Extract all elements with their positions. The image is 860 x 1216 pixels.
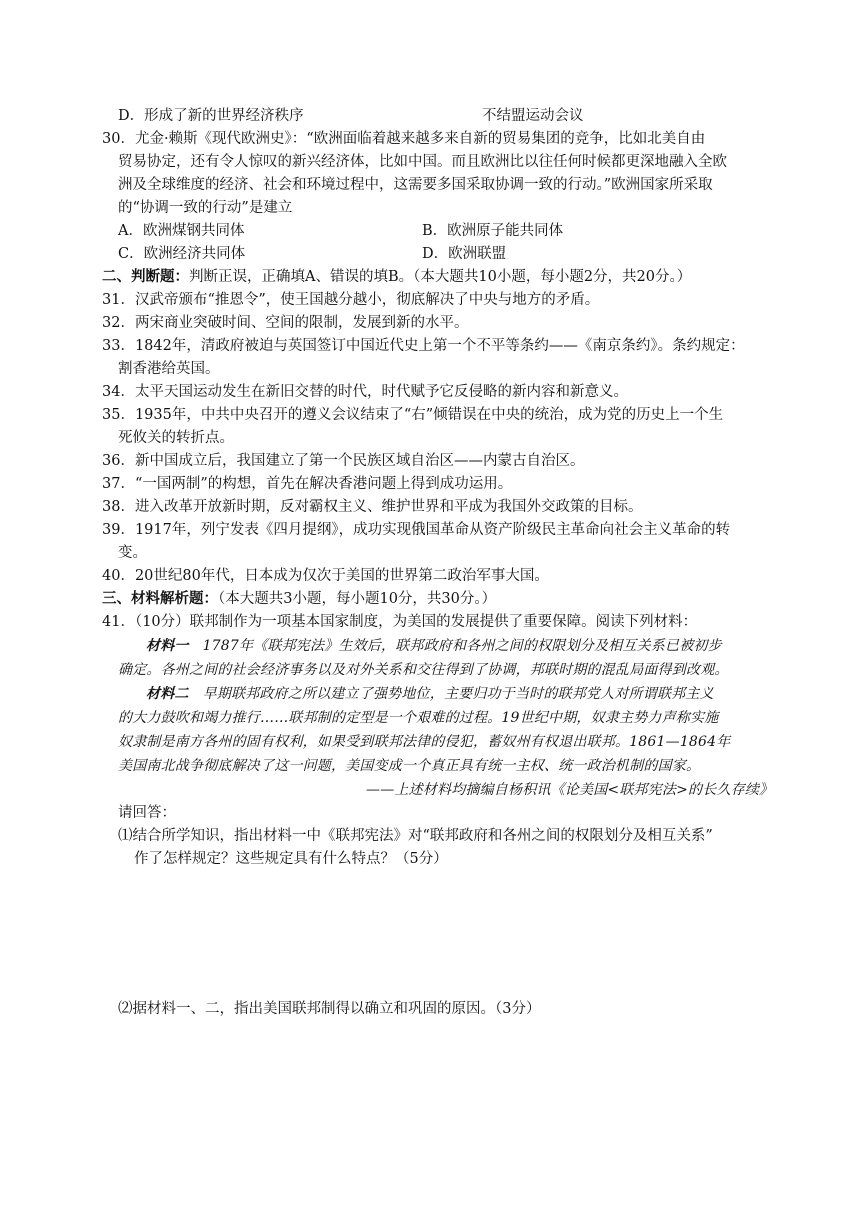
q33-line-2: 割香港给英国。 [118, 361, 220, 377]
section2-heading: 二、判断题： [102, 268, 189, 285]
q39-line-2: 变。 [118, 545, 147, 561]
q30-option-d: D．欧洲联盟 [422, 246, 507, 262]
q41-sub1-line-2: 作了怎样规定？这些规定具有什么特点？（5分） [134, 851, 448, 867]
q29-option-d-right: 不结盟运动会议 [482, 108, 584, 124]
q30-stem-line-3: 洲及全球维度的经济、社会和环境过程中，这需要多国采取协调一致的行动。”欧洲国家所采取 [118, 177, 713, 193]
q38: 38．进入改革开放新时期，反对霸权主义、维护世界和平成为我国外交政策的目标。 [102, 499, 643, 515]
q30-stem-line-4: 的“协调一致的行动”是建立 [118, 200, 293, 216]
q30-stem-line-1: 30．尤金·赖斯《现代欧洲史》：“欧洲面临着越来越多来自新的贸易集团的竞争，比如北美自由 [102, 131, 706, 147]
q40: 40．20世纪80年代，日本成为仅次于美国的世界第二政治军事大国。 [102, 568, 549, 584]
q37: 37．“一国两制”的构想，首先在解决香港问题上得到成功运用。 [102, 476, 513, 492]
q41-prompt: 请回答： [118, 805, 176, 821]
q41-material-2-line-1 [146, 684, 714, 704]
q36: 36．新中国成立后，我国建立了第一个民族区域自治区——内蒙古自治区。 [102, 453, 585, 469]
q35-line-1: 35．1935年，中共中央召开的遵义会议结束了“右”倾错误在中央的统治，成为党的历史上一个生 [102, 407, 724, 423]
q29-option-d: D．形成了新的世界经济秩序 [118, 108, 304, 124]
section3-desc: （本大题共3小题，每小题10分，共30分。） [218, 591, 497, 607]
section2-desc: 判断正误，正确填A、错误的填B。（本大题共10小题，每小题2分，共20分。） [189, 269, 692, 285]
q31: 31．汉武帝颁布“推恩令”，使王国越分越小，彻底解决了中央与地方的矛盾。 [102, 292, 600, 308]
q30-stem-line-2: 贸易协定，还有令人惊叹的新兴经济体，比如中国。而且欧洲比以往任何时候都更深地融入全欧 [118, 154, 727, 170]
q41-material-1-line-2: 确定。各州之间的社会经济事务以及对外关系和交往得到了协调，邦联时期的混乱局面得到改观。 [118, 662, 729, 678]
q33-line-1: 33．1842年，清政府被迫与英国签订中国近代史上第一个不平等条约——《南京条约》。条约规定： [102, 338, 745, 354]
q30-option-a: A．欧洲煤钢共同体 [118, 223, 245, 239]
q35-line-2: 死攸关的转折点。 [118, 430, 234, 446]
q41-material-1-line-1 [146, 636, 722, 656]
q34: 34．太平天国运动发生在新旧交替的时代，时代赋予它反侵略的新内容和新意义。 [102, 384, 628, 400]
material-2-label: 材料二 [146, 686, 189, 702]
q41-source: ——上述材料均摘编自杨积讯《论美国<联邦宪法>的长久存续》 [366, 782, 774, 798]
q39-line-1: 39．1917年，列宁发表《四月提纲》，成功实现俄国革命从资产阶级民主革命向社会主义革命的转 [102, 522, 731, 538]
q30-option-b: B．欧洲原子能共同体 [422, 223, 564, 239]
material-2-text-1: 早期联邦政府之所以建立了强势地位，主要归功于当时的联邦党人对所谓联邦主义 [202, 686, 714, 702]
section2-header [102, 267, 691, 287]
q32: 32．两宋商业突破时间、空间的限制，发展到新的水平。 [102, 315, 469, 331]
q41-intro: 41．（10分）联邦制作为一项基本国家制度，为美国的发展提供了重要保障。阅读下列材料： [102, 614, 698, 630]
q41-material-2-line-2: 的大力鼓吹和竭力推行……联邦制的定型是一个艰难的过程。19世纪中期，奴隶主势力声称实施 [118, 710, 719, 726]
q30-option-c: C．欧洲经济共同体 [118, 246, 246, 262]
section3-header [102, 589, 496, 609]
material-1-label: 材料一 [146, 638, 189, 654]
q41-material-2-line-3: 奴隶制是南方各州的固有权利，如果受到联邦法律的侵犯，蓄奴州有权退出联邦。1861—1864年 [118, 734, 731, 750]
material-1-text-1: 1787年《联邦宪法》生效后，联邦政府和各州之间的权限划分及相互关系已被初步 [202, 638, 722, 654]
q41-material-2-line-4: 美国南北战争彻底解决了这一问题，美国变成一个真正具有统一主权、统一政治机制的国家。 [118, 758, 701, 774]
q41-sub2: ⑵据材料一、二，指出美国联邦制得以确立和巩固的原因。（3分） [118, 1001, 541, 1017]
section3-heading: 三、材料解析题： [102, 590, 218, 607]
q41-sub1-line-1: ⑴结合所学知识，指出材料一中《联邦宪法》对“联邦政府和各州之间的权限划分及相互关系” [118, 828, 713, 844]
